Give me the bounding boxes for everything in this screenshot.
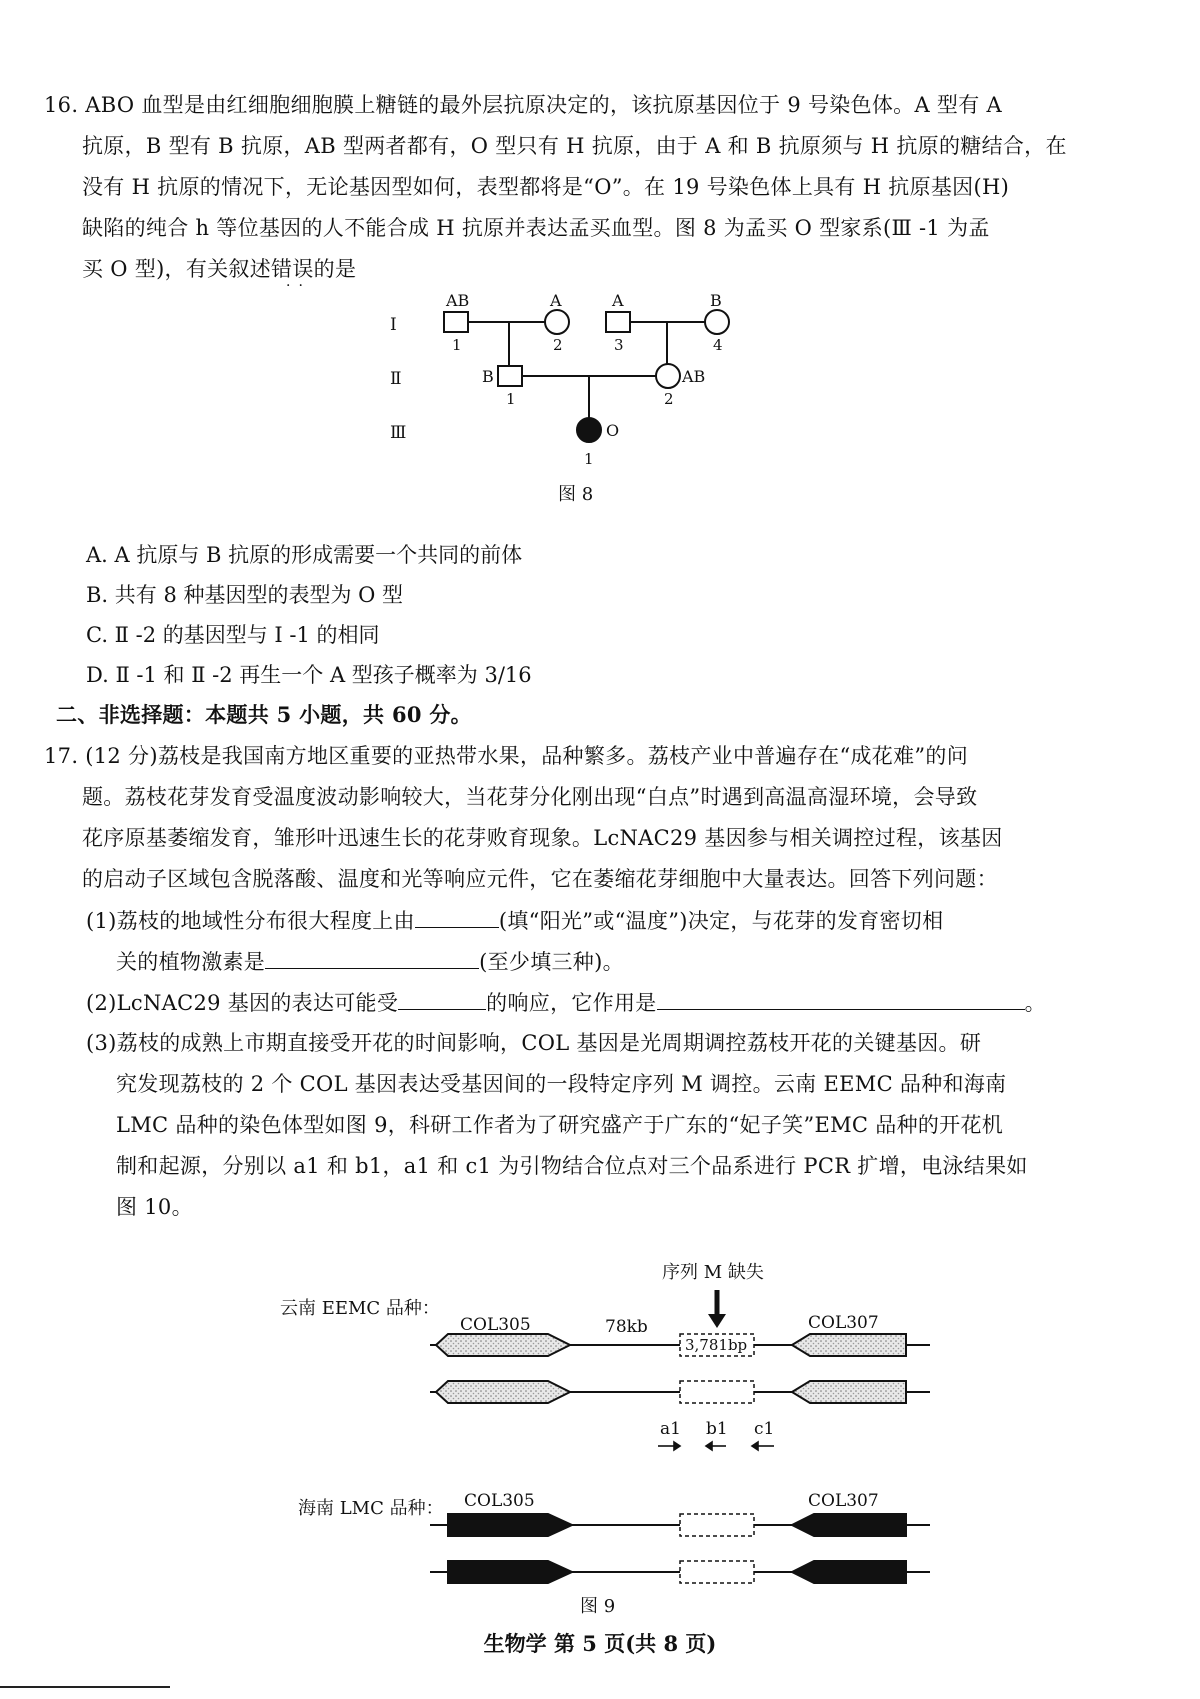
answer-blank-1[interactable]	[415, 905, 499, 928]
I-4-phenotype: B	[710, 291, 722, 310]
generation-III-label: Ⅲ	[390, 423, 407, 443]
q17-line-2: 题。荔枝花芽发育受温度波动影响较大，当花芽分化刚出现“白点”时遇到高温高湿环境，会导致	[82, 785, 978, 809]
q17-line-1: 17. (12 分)荔枝是我国南方地区重要的亚热带水果，品种繁多。荔枝产业中普遍存在“成花难”的问	[44, 744, 969, 768]
q17-line-4: 的启动子区域包含脱落酸、温度和光等响应元件，它在萎缩花芽细胞中大量表达。回答下列问题：	[82, 867, 998, 891]
col307-label-hainan: COL307	[808, 1491, 879, 1511]
I-1-number: 1	[452, 336, 462, 354]
I-2-phenotype: A	[550, 291, 562, 310]
pedigree-figure	[380, 290, 800, 510]
hainan-chromosome-1	[430, 1514, 930, 1536]
section-2-heading: 二、非选择题：本题共 5 小题，共 60 分。	[56, 702, 472, 727]
II-1-number: 1	[506, 390, 516, 408]
answer-blank-2[interactable]	[265, 946, 479, 969]
col305-label-hainan: COL305	[464, 1491, 535, 1511]
I-4-number: 4	[713, 336, 723, 354]
q17-sub3-line-4: 制和起源，分别以 a1 和 b1，a1 和 c1 为引物结合位点对三个品系进行 PCR 扩增，电泳结果如	[116, 1154, 1028, 1178]
yunnan-chromosome-2	[430, 1381, 930, 1403]
primer-c1-arrow-icon	[752, 1442, 774, 1450]
option-c: C. Ⅱ -2 的基因型与 Ⅰ -1 的相同	[86, 623, 380, 647]
col305-label-yunnan: COL305	[460, 1315, 531, 1335]
figure-9-caption: 图 9	[580, 1596, 616, 1617]
pedigree-II-1-male	[498, 366, 522, 386]
I-3-number: 3	[614, 336, 624, 354]
q17-sub2-text-b: 的响应，它作用是	[486, 991, 657, 1015]
q17-line-3: 花序原基萎缩发育，雏形叶迅速生长的花芽败育现象。LcNAC29 基因参与相关调控过程，该基因	[82, 826, 1003, 850]
page-footer: 生物学 第 5 页(共 8 页)	[483, 1631, 717, 1656]
option-b: B. 共有 8 种基因型的表型为 O 型	[86, 583, 404, 607]
col307-gene-arrow	[792, 1334, 906, 1356]
q17-sub2-text-c: 。	[1024, 991, 1046, 1015]
q17-sub1-text-d: (至少填三种)。	[479, 950, 624, 974]
primer-c1-label: c1	[754, 1419, 775, 1439]
III-1-phenotype: O	[606, 421, 620, 440]
q17-sub3-line-2: 究发现荔枝的 2 个 COL 基因表达受基因间的一段特定序列 M 调控。云南 EEMC 品种和海南	[116, 1072, 1007, 1096]
q16-line-4: 缺陷的纯合 h 等位基因的人不能合成 H 抗原并表达孟买血型。图 8 为孟买 O 型家系(Ⅲ -1 为孟	[82, 216, 990, 240]
sequence-m-bp-label: 3,781bp	[685, 1336, 748, 1354]
q16-line-2: 抗原，B 型有 B 抗原，AB 型两者都有，O 型只有 H 抗原，由于 A 和 B 抗原须与 H 抗原的糖结合，在	[82, 134, 1067, 158]
primer-b1-label: b1	[706, 1419, 728, 1439]
II-2-phenotype: AB	[682, 367, 706, 386]
I-3-phenotype: A	[612, 291, 624, 310]
I-2-number: 2	[553, 336, 563, 354]
q17-sub1-line-2	[116, 946, 624, 977]
deletion-arrow-icon	[708, 1290, 726, 1328]
bottom-divider	[0, 1686, 170, 1688]
III-1-number: 1	[584, 450, 594, 468]
figure-9-diagram	[280, 1250, 1020, 1620]
answer-blank-4[interactable]	[657, 987, 1025, 1010]
generation-II-label: Ⅱ	[390, 369, 402, 389]
option-a: A. A 抗原与 B 抗原的形成需要一个共同的前体	[86, 543, 523, 567]
q16-line-1: 16. ABO 血型是由红细胞细胞膜上糖链的最外层抗原决定的，该抗原基因位于 9 号染色体。A 型有 A	[44, 93, 1002, 117]
q17-sub1-text-c: 关的植物激素是	[116, 950, 266, 974]
II-1-phenotype: B	[482, 367, 494, 386]
pedigree-II-2-female	[656, 364, 680, 388]
col305-gene-arrow	[436, 1334, 570, 1356]
q17-sub1-text-a: (1)荔枝的地域性分布很大程度上由	[86, 909, 415, 933]
q17-sub3-line-5: 图 10。	[116, 1195, 193, 1219]
q17-sub1-line-1	[86, 905, 943, 936]
pedigree-I-3-male	[606, 312, 630, 332]
I-1-phenotype: AB	[446, 291, 470, 310]
pedigree-I-1-male	[444, 312, 468, 332]
q16-line-5: 买 O 型)，有关叙述错误的是	[82, 257, 357, 281]
q17-sub2-text-a: (2)LcNAC29 基因的表达可能受	[86, 991, 399, 1015]
II-2-number: 2	[664, 390, 674, 408]
pedigree-I-2-female	[545, 310, 569, 334]
distance-78kb-label: 78kb	[605, 1317, 648, 1337]
figure-8-caption: 图 8	[558, 484, 594, 505]
primer-a1-label: a1	[660, 1419, 681, 1439]
answer-blank-3[interactable]	[398, 987, 486, 1010]
pedigree-III-1-affected-female	[577, 418, 601, 442]
pedigree-I-4-female	[705, 310, 729, 334]
primer-b1-arrow-icon	[706, 1442, 726, 1450]
yunnan-eemc-label: 云南 EEMC 品种：	[280, 1298, 440, 1319]
col307-label-yunnan: COL307	[808, 1313, 879, 1333]
generation-I-label: Ⅰ	[390, 315, 397, 335]
q17-sub3-line-1: (3)荔枝的成熟上市期直接受开花的时间影响，COL 基因是光周期调控荔枝开花的关键基因。研	[86, 1031, 982, 1055]
hainan-lmc-label: 海南 LMC 品种：	[298, 1498, 444, 1519]
q17-sub1-text-b: (填“阳光”或“温度”)决定，与花芽的发育密切相	[498, 909, 944, 933]
q17-sub2-line	[86, 987, 1046, 1018]
hainan-chromosome-2	[430, 1561, 930, 1583]
deletion-m-label: 序列 M 缺失	[662, 1262, 764, 1283]
q16-line-3: 没有 H 抗原的情况下，无论基因型如何，表型都将是“O”。在 19 号染色体上具有 H 抗原基因(H)	[82, 175, 1010, 199]
q17-sub3-line-3: LMC 品种的染色体型如图 9，科研工作者为了研究盛产于广东的“妃子笑”EMC 品种的开花机	[116, 1113, 1004, 1137]
emphasis-dots: ··	[286, 278, 311, 294]
primer-a1-arrow-icon	[658, 1442, 680, 1450]
yunnan-chromosome-1	[430, 1334, 930, 1356]
option-d: D. Ⅱ -1 和 Ⅱ -2 再生一个 A 型孩子概率为 3/16	[86, 663, 532, 687]
